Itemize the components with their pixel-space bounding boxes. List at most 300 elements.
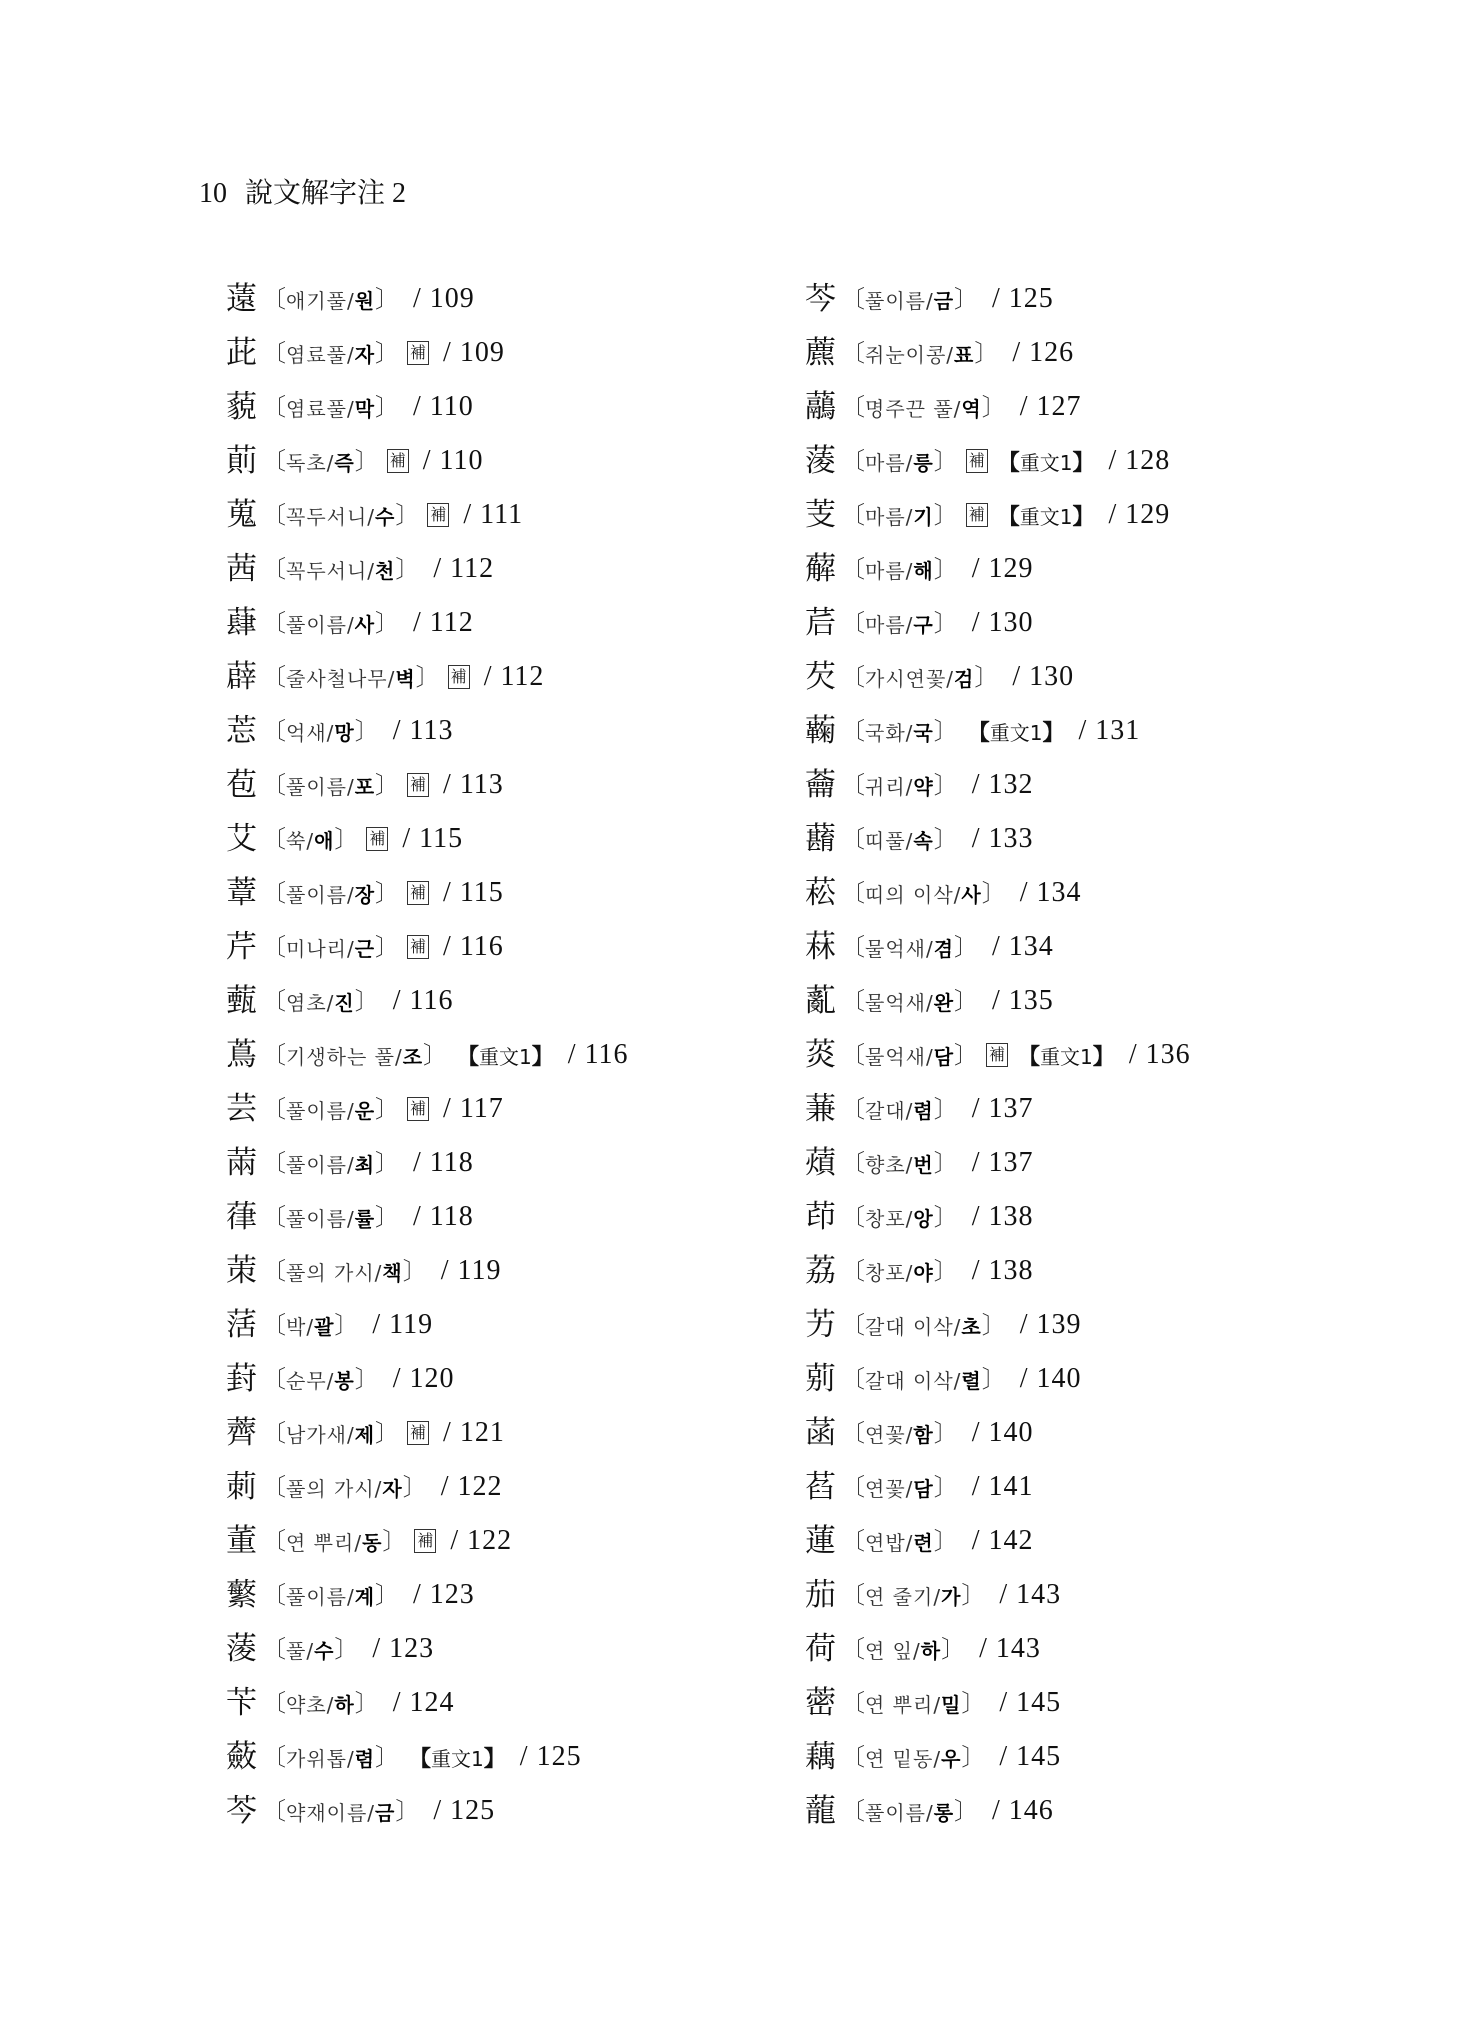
entry-page-number: / 145 [999, 1741, 1062, 1772]
gloss-bracket-close: 〕 [415, 663, 440, 691]
entry-gloss: 풀/ [286, 1638, 315, 1663]
entry-character: 蔤 [805, 1684, 836, 1721]
gloss-bracket-close: 〕 [961, 1689, 986, 1717]
index-entry [226, 380, 629, 434]
entry-reading: 괄 [314, 1314, 335, 1339]
gloss-bracket-close: 〕 [354, 1365, 379, 1393]
entry-page-number: / 137 [971, 1147, 1034, 1178]
variant-form-label: 重文1 [431, 1746, 484, 1771]
gloss-bracket-close: 〕 [941, 1635, 966, 1663]
gloss-bracket-close: 〕 [954, 987, 979, 1015]
index-entry [226, 326, 629, 380]
entry-character: 董 [226, 1522, 257, 1559]
entry-reading: 막 [354, 396, 376, 421]
entry-character: 茜 [226, 550, 257, 587]
entry-page-number: / 122 [440, 1471, 503, 1502]
variant-form-mark: 【重文1】 [997, 504, 1095, 530]
gloss-bracket-open: 〔 [262, 663, 286, 691]
entry-page-number: / 109 [413, 283, 475, 314]
entry-character: 荷 [805, 1630, 836, 1667]
entry-character: 薜 [226, 658, 257, 695]
entry-gloss: 애기풀/ [286, 288, 355, 313]
entry-character: 蘥 [805, 766, 836, 803]
gloss-bracket-close: 〕 [981, 1311, 1006, 1339]
variant-form-mark: 【重文1】 [967, 720, 1065, 746]
entry-character: 薢 [805, 550, 836, 587]
gloss-bracket-close: 〕 [354, 717, 379, 745]
entry-reading: 계 [354, 1584, 376, 1609]
index-entry [226, 1136, 629, 1190]
index-entry [226, 1730, 629, 1784]
entry-gloss: 꼭두서니/ [286, 558, 376, 583]
gloss-bracket-close: 〕 [375, 1581, 400, 1609]
gloss-bracket-close: 〕 [354, 1689, 379, 1717]
gloss-bracket-close: 〕 [933, 447, 958, 475]
entry-gloss: 순무/ [286, 1368, 335, 1393]
supplement-mark: 補 [407, 1097, 429, 1121]
gloss-bracket-open: 〔 [262, 1203, 286, 1231]
entry-reading: 자 [382, 1476, 403, 1501]
gloss-bracket-close: 〕 [375, 771, 400, 799]
entry-character: 莿 [226, 1468, 257, 1505]
index-entry [805, 758, 1191, 812]
entry-reading: 벽 [395, 666, 416, 691]
entry-reading: 구 [913, 612, 934, 637]
gloss-bracket-open: 〔 [841, 1311, 865, 1339]
entry-page-number: / 138 [971, 1255, 1034, 1286]
entry-gloss: 연 잎/ [865, 1638, 921, 1663]
gloss-bracket-open: 〔 [262, 1365, 286, 1393]
entry-character: 蓮 [805, 1522, 836, 1559]
entry-character: 萴 [226, 442, 257, 479]
entry-page-number: / 145 [999, 1687, 1062, 1718]
entry-reading: 하 [334, 1692, 355, 1717]
gloss-bracket-close: 〕 [954, 1797, 979, 1825]
gloss-bracket-open: 〔 [262, 1527, 286, 1555]
entry-gloss: 연 밑동/ [865, 1746, 942, 1771]
gloss-bracket-close: 〕 [981, 393, 1006, 421]
index-entry [805, 812, 1191, 866]
entry-reading: 기 [913, 504, 934, 529]
gloss-bracket-open: 〔 [262, 1095, 286, 1123]
entry-reading: 책 [382, 1260, 403, 1285]
entry-character: 荔 [805, 1252, 836, 1289]
index-entry [226, 704, 629, 758]
entry-reading: 번 [913, 1152, 934, 1177]
index-entry [226, 866, 629, 920]
supplement-mark: 補 [366, 827, 388, 851]
entry-reading: 운 [354, 1098, 376, 1123]
entry-reading: 금 [375, 1800, 396, 1825]
gloss-bracket-open: 〔 [841, 1203, 865, 1231]
supplement-mark: 補 [407, 773, 429, 797]
gloss-bracket-open: 〔 [841, 447, 865, 475]
entry-gloss: 억새/ [286, 720, 335, 745]
gloss-bracket-open: 〔 [262, 1581, 286, 1609]
entry-page-number: / 143 [999, 1579, 1062, 1610]
gloss-bracket-open: 〔 [841, 1797, 865, 1825]
supplement-mark: 補 [387, 449, 409, 473]
entry-gloss: 독초/ [286, 450, 335, 475]
entry-character: 莂 [805, 1360, 836, 1397]
entry-character: 葎 [226, 1198, 257, 1235]
gloss-bracket-close: 〕 [933, 1527, 958, 1555]
entry-gloss: 염료풀/ [286, 342, 355, 367]
entry-character: 芡 [805, 658, 836, 695]
gloss-bracket-close: 〕 [375, 393, 400, 421]
index-entry [226, 1460, 629, 1514]
entry-reading: 앙 [913, 1206, 934, 1231]
entry-character: 蕼 [226, 604, 257, 641]
entry-character: 菻 [805, 928, 836, 965]
entry-page-number: / 134 [992, 931, 1054, 962]
variant-form-mark: 【重文1】 [1018, 1044, 1115, 1070]
entry-gloss: 창포/ [865, 1206, 914, 1231]
entry-character: 茄 [805, 1576, 836, 1613]
entry-reading: 포 [354, 774, 376, 799]
index-entry [226, 1244, 629, 1298]
entry-reading: 사 [961, 882, 982, 907]
supplement-mark: 補 [427, 503, 449, 527]
entry-gloss: 풀이름/ [286, 1098, 355, 1123]
gloss-bracket-open: 〔 [262, 771, 286, 799]
entry-reading: 원 [354, 288, 376, 313]
entry-page-number: / 138 [971, 1201, 1034, 1232]
entry-page-number: / 112 [433, 553, 495, 584]
variant-form-label: 重文1 [479, 1044, 532, 1069]
index-entry [226, 920, 629, 974]
entry-gloss: 귀리/ [865, 774, 914, 799]
entry-reading: 국 [913, 720, 934, 745]
variant-form-mark: 【重文1】 [457, 1044, 554, 1070]
entry-character: 蘩 [226, 1576, 257, 1613]
entry-reading: 완 [933, 990, 955, 1015]
entry-reading: 수 [375, 504, 396, 529]
index-entry [805, 596, 1191, 650]
entry-gloss: 물억새/ [865, 936, 934, 961]
supplement-mark: 補 [448, 665, 470, 689]
index-entry [805, 1730, 1191, 1784]
entry-gloss: 가위톱/ [286, 1746, 355, 1771]
entry-page-number: / 119 [372, 1309, 434, 1340]
index-entry [805, 920, 1191, 974]
index-entry [805, 488, 1191, 542]
entry-reading: 렴 [913, 1098, 934, 1123]
entry-gloss: 풀이름/ [286, 1206, 355, 1231]
gloss-bracket-open: 〔 [841, 1257, 865, 1285]
entry-character: 茩 [805, 604, 836, 641]
gloss-bracket-open: 〔 [262, 717, 286, 745]
entry-reading: 망 [334, 720, 355, 745]
entry-character: 菼 [805, 1036, 836, 1073]
entry-gloss: 연밥/ [865, 1530, 914, 1555]
gloss-bracket-close: 〕 [375, 1743, 400, 1771]
gloss-bracket-open: 〔 [841, 1689, 865, 1717]
entry-page-number: / 117 [443, 1093, 504, 1124]
variant-form-label: 重文1 [1040, 1044, 1093, 1069]
entry-character: 芰 [805, 496, 836, 533]
gloss-bracket-open: 〔 [841, 1041, 865, 1069]
entry-gloss: 약재이름/ [286, 1800, 376, 1825]
gloss-bracket-close: 〕 [933, 609, 958, 637]
supplement-mark: 補 [407, 341, 429, 365]
entry-gloss: 연꽃/ [865, 1422, 914, 1447]
variant-form-label: 重文1 [1019, 450, 1073, 475]
entry-gloss: 쑥/ [286, 828, 315, 853]
entry-reading: 해 [913, 558, 934, 583]
gloss-bracket-open: 〔 [841, 825, 865, 853]
gloss-bracket-open: 〔 [841, 1365, 865, 1393]
entry-gloss: 띠풀/ [865, 828, 914, 853]
gloss-bracket-open: 〔 [841, 1149, 865, 1177]
entry-page-number: / 139 [1019, 1309, 1082, 1340]
gloss-bracket-close: 〕 [423, 1041, 448, 1069]
gloss-bracket-close: 〕 [933, 555, 958, 583]
entry-page-number: / 137 [971, 1093, 1034, 1124]
gloss-bracket-open: 〔 [841, 1473, 865, 1501]
variant-form-label: 重文1 [989, 720, 1043, 745]
entry-character: 芩 [226, 1792, 257, 1829]
gloss-bracket-close: 〕 [375, 1203, 400, 1231]
entry-reading: 가 [941, 1584, 962, 1609]
gloss-bracket-open: 〔 [841, 555, 865, 583]
entry-page-number: / 116 [567, 1039, 629, 1070]
index-entry [226, 1514, 629, 1568]
entry-reading: 동 [362, 1530, 383, 1555]
entry-gloss: 풀의 가시/ [286, 1476, 383, 1501]
entry-reading: 조 [402, 1044, 424, 1069]
gloss-bracket-close: 〕 [933, 1149, 958, 1177]
entry-page-number: / 109 [443, 337, 505, 368]
entry-character: 薽 [226, 982, 257, 1019]
variant-form-mark: 【重文1】 [409, 1746, 506, 1772]
gloss-bracket-close: 〕 [961, 1743, 986, 1771]
entry-gloss: 물억새/ [865, 990, 934, 1015]
gloss-bracket-close: 〕 [974, 339, 999, 367]
entry-character: 蔁 [226, 874, 257, 911]
entry-page-number: / 122 [450, 1525, 513, 1556]
entry-gloss: 풀이름/ [865, 288, 934, 313]
entry-reading: 하 [920, 1638, 942, 1663]
entry-reading: 최 [354, 1152, 376, 1177]
entry-gloss: 염료풀/ [286, 396, 355, 421]
gloss-bracket-close: 〕 [382, 1527, 407, 1555]
index-entry [226, 542, 629, 596]
gloss-bracket-close: 〕 [375, 339, 400, 367]
entry-gloss: 풀이름/ [286, 1584, 355, 1609]
gloss-bracket-open: 〔 [841, 1095, 865, 1123]
entry-reading: 장 [354, 882, 376, 907]
entry-page-number: / 125 [519, 1741, 582, 1772]
entry-character: 蒐 [226, 496, 257, 533]
index-entry [226, 1352, 629, 1406]
gloss-bracket-open: 〔 [841, 1581, 865, 1609]
entry-page-number: / 142 [971, 1525, 1034, 1556]
entry-character: 葑 [226, 1360, 257, 1397]
index-column-right [805, 272, 1191, 1838]
index-entry [226, 434, 629, 488]
index-entry [805, 1082, 1191, 1136]
entry-character: 萏 [805, 1468, 836, 1505]
gloss-bracket-close: 〕 [933, 1095, 958, 1123]
gloss-bracket-open: 〔 [262, 285, 286, 313]
entry-character: 艾 [226, 820, 257, 857]
entry-reading: 사 [354, 612, 376, 637]
index-entry [226, 758, 629, 812]
gloss-bracket-close: 〕 [334, 825, 359, 853]
entry-reading: 역 [961, 396, 982, 421]
entry-reading: 률 [354, 1206, 376, 1231]
gloss-bracket-close: 〕 [981, 1365, 1006, 1393]
entry-character: 虉 [805, 388, 836, 425]
gloss-bracket-open: 〔 [262, 609, 286, 637]
entry-page-number: / 146 [992, 1795, 1054, 1826]
entry-page-number: / 127 [1019, 391, 1082, 422]
entry-character: 薺 [226, 1414, 257, 1451]
entry-page-number: / 136 [1128, 1039, 1191, 1070]
entry-page-number: / 141 [971, 1471, 1034, 1502]
index-entry [226, 488, 629, 542]
gloss-bracket-close: 〕 [395, 555, 420, 583]
entry-gloss: 쥐눈이콩/ [865, 342, 955, 367]
index-entry [226, 650, 629, 704]
entry-character: 萿 [226, 1306, 257, 1343]
entry-gloss: 띠의 이삭/ [865, 882, 962, 907]
gloss-bracket-open: 〔 [262, 447, 286, 475]
entry-reading: 야 [913, 1260, 934, 1285]
book-title: 說文解字注 2 [245, 178, 407, 209]
entry-page-number: / 110 [413, 391, 474, 422]
entry-character: 藐 [226, 388, 257, 425]
entry-page-number: / 118 [413, 1147, 474, 1178]
entry-gloss: 풀이름/ [286, 774, 355, 799]
gloss-bracket-open: 〔 [841, 1419, 865, 1447]
entry-reading: 릉 [913, 450, 934, 475]
variant-form-mark: 【重文1】 [997, 450, 1095, 476]
entry-gloss: 연 뿌리/ [865, 1692, 942, 1717]
index-entry [805, 1514, 1191, 1568]
gloss-bracket-open: 〔 [262, 1311, 286, 1339]
entry-page-number: / 120 [392, 1363, 455, 1394]
gloss-bracket-close: 〕 [375, 1419, 400, 1447]
index-entry [805, 1190, 1191, 1244]
entry-page-number: / 129 [971, 553, 1034, 584]
gloss-bracket-close: 〕 [933, 501, 958, 529]
entry-reading: 련 [913, 1530, 934, 1555]
entry-character: 蘞 [226, 1738, 257, 1775]
entry-page-number: / 128 [1108, 445, 1171, 476]
entry-reading: 렬 [961, 1368, 982, 1393]
index-entry [805, 1460, 1191, 1514]
entry-gloss: 약초/ [286, 1692, 335, 1717]
gloss-bracket-close: 〕 [375, 609, 400, 637]
entry-character: 菘 [805, 874, 836, 911]
gloss-bracket-close: 〕 [375, 285, 400, 313]
gloss-bracket-close: 〕 [933, 1473, 958, 1501]
entry-page-number: / 113 [443, 769, 504, 800]
gloss-bracket-open: 〔 [841, 285, 865, 313]
entry-page-number: / 130 [1012, 661, 1075, 692]
index-entry [805, 1028, 1191, 1082]
entry-gloss: 마름/ [865, 558, 914, 583]
entry-reading: 자 [354, 342, 376, 367]
gloss-bracket-close: 〕 [933, 771, 958, 799]
gloss-bracket-close: 〕 [933, 1257, 958, 1285]
index-entry [226, 1298, 629, 1352]
entry-character: 薠 [805, 1144, 836, 1181]
entry-gloss: 줄사철나무/ [286, 666, 396, 691]
entry-gloss: 박/ [286, 1314, 315, 1339]
entry-character: 莣 [226, 712, 257, 749]
gloss-bracket-close: 〕 [375, 1095, 400, 1123]
gloss-bracket-open: 〔 [262, 339, 286, 367]
entry-page-number: / 131 [1078, 715, 1141, 746]
gloss-bracket-open: 〔 [841, 1635, 865, 1663]
entry-page-number: / 130 [971, 607, 1034, 638]
entry-gloss: 풀이름/ [865, 1800, 934, 1825]
gloss-bracket-close: 〕 [402, 1473, 427, 1501]
entry-reading: 금 [933, 288, 955, 313]
gloss-bracket-open: 〔 [841, 987, 865, 1015]
gloss-bracket-close: 〕 [981, 879, 1006, 907]
index-entry [226, 1622, 629, 1676]
entry-page-number: / 143 [979, 1633, 1041, 1664]
gloss-bracket-open: 〔 [262, 825, 286, 853]
entry-page-number: / 135 [992, 985, 1054, 1016]
gloss-bracket-close: 〕 [954, 933, 979, 961]
index-entry [805, 866, 1191, 920]
gloss-bracket-close: 〕 [933, 1203, 958, 1231]
gloss-bracket-open: 〔 [841, 339, 865, 367]
entry-gloss: 국화/ [865, 720, 914, 745]
entry-character: 蘢 [805, 1792, 836, 1829]
entry-gloss: 풀이름/ [286, 612, 355, 637]
entry-gloss: 갈대 이삭/ [865, 1314, 962, 1339]
entry-page-number: / 140 [971, 1417, 1034, 1448]
gloss-bracket-open: 〔 [262, 1419, 286, 1447]
entry-gloss: 풀이름/ [286, 1152, 355, 1177]
index-entry [805, 1676, 1191, 1730]
gloss-bracket-close: 〕 [395, 1797, 420, 1825]
entry-page-number: / 132 [971, 769, 1034, 800]
entry-reading: 겸 [933, 936, 955, 961]
entry-character: 藕 [805, 1738, 836, 1775]
gloss-bracket-close: 〕 [354, 987, 379, 1015]
entry-page-number: / 113 [392, 715, 454, 746]
entry-page-number: / 118 [413, 1201, 474, 1232]
gloss-bracket-open: 〔 [262, 1473, 286, 1501]
entry-character: 蘜 [805, 712, 836, 749]
entry-page-number: / 133 [971, 823, 1034, 854]
entry-page-number: / 115 [402, 823, 464, 854]
entry-reading: 롱 [933, 1800, 955, 1825]
entry-page-number: / 126 [1012, 337, 1075, 368]
gloss-bracket-open: 〔 [841, 501, 865, 529]
entry-page-number: / 140 [1019, 1363, 1082, 1394]
page-header [199, 176, 406, 212]
entry-character: 蔆 [805, 442, 836, 479]
entry-page-number: / 129 [1108, 499, 1171, 530]
entry-character: 薳 [226, 280, 257, 317]
gloss-bracket-open: 〔 [841, 1527, 865, 1555]
gloss-bracket-close: 〕 [933, 717, 958, 745]
entry-reading: 초 [961, 1314, 982, 1339]
entry-gloss: 향초/ [865, 1152, 914, 1177]
entry-page-number: / 121 [443, 1417, 505, 1448]
entry-gloss: 물억새/ [865, 1044, 934, 1069]
index-entry [805, 1352, 1191, 1406]
gloss-bracket-open: 〔 [841, 933, 865, 961]
